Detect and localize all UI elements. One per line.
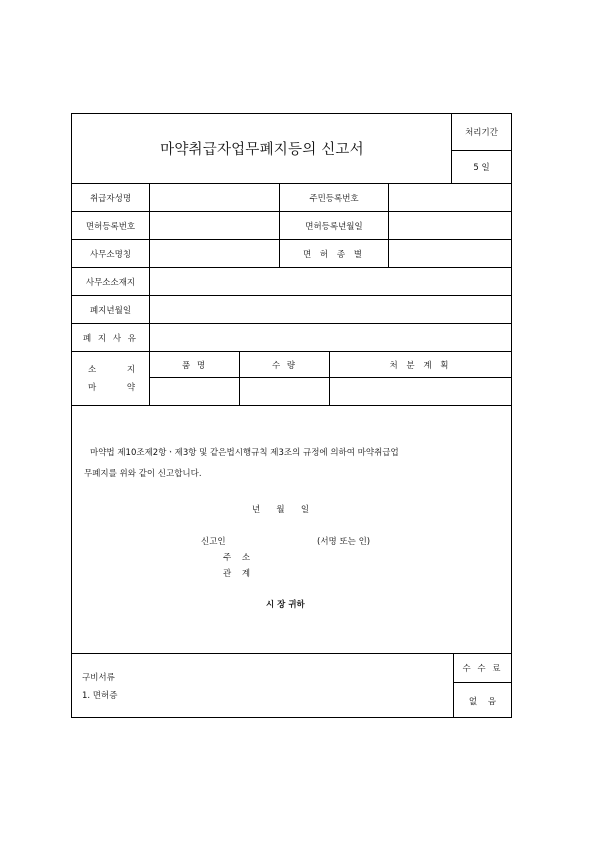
processing-period-value: 5 일 (473, 163, 490, 173)
closure-reason-field[interactable] (150, 324, 511, 351)
declaration-line1: 마약법 제10조제2항ㆍ제3항 및 같은법시행규칙 제3조의 규정에 의하여 마약취급업 (90, 448, 399, 458)
address-label: 주 소 (223, 553, 255, 563)
office-name-field[interactable] (150, 240, 279, 267)
closure-reason-label: 폐 지 사 유 (83, 333, 138, 344)
processing-period-label: 처리기간 (465, 128, 498, 138)
closure-date-field[interactable] (150, 296, 511, 323)
handler-name-label: 취급자성명 (89, 193, 132, 204)
divider (72, 405, 511, 406)
license-number-label: 면허등록번호 (85, 221, 136, 232)
relation-label: 관 계 (223, 569, 255, 579)
fee-label: 수 수 료 (462, 664, 503, 674)
drug-item-field[interactable] (150, 378, 239, 405)
office-name-label: 사무소명칭 (89, 249, 132, 260)
license-type-label: 면 허 종 별 (303, 249, 365, 260)
attachment-item: 1. 면허증 (82, 691, 118, 701)
license-type-field[interactable] (389, 240, 511, 267)
resident-number-field[interactable] (389, 184, 511, 211)
recipient: 시 장 귀하 (266, 600, 305, 610)
drug-item-header: 품 명 (181, 360, 208, 371)
drugs-label-line1: 소 지 (87, 365, 150, 375)
drug-quantity-field[interactable] (240, 378, 329, 405)
declaration-line2: 무폐지를 위와 같이 신고합니다. (84, 469, 202, 479)
resident-number-label: 주민등록번호 (309, 193, 359, 204)
drug-plan-field[interactable] (330, 378, 511, 405)
drug-quantity-header: 수 량 (271, 360, 298, 371)
declaration-date: 년 월 일 (252, 505, 310, 515)
license-date-label: 면허등록년월일 (305, 221, 363, 232)
reporter-label: 신고인 (201, 537, 226, 547)
handler-name-field[interactable] (150, 184, 279, 211)
attachments-label: 구비서류 (82, 673, 115, 683)
report-form (71, 113, 512, 718)
drugs-label-line2: 마 약 (87, 383, 150, 393)
fee-value: 없 음 (468, 696, 497, 707)
office-address-field[interactable] (150, 268, 511, 295)
office-address-label: 사무소소재지 (85, 277, 136, 288)
drug-plan-header: 처 분 계 획 (389, 360, 452, 371)
closure-date-label: 폐지년월일 (89, 305, 132, 316)
license-number-field[interactable] (150, 212, 279, 239)
divider (72, 653, 511, 654)
form-title: 마약취급자업무폐지등의 신고서 (160, 142, 364, 158)
signature-note: (서명 또는 인) (317, 537, 371, 547)
license-date-field[interactable] (389, 212, 511, 239)
